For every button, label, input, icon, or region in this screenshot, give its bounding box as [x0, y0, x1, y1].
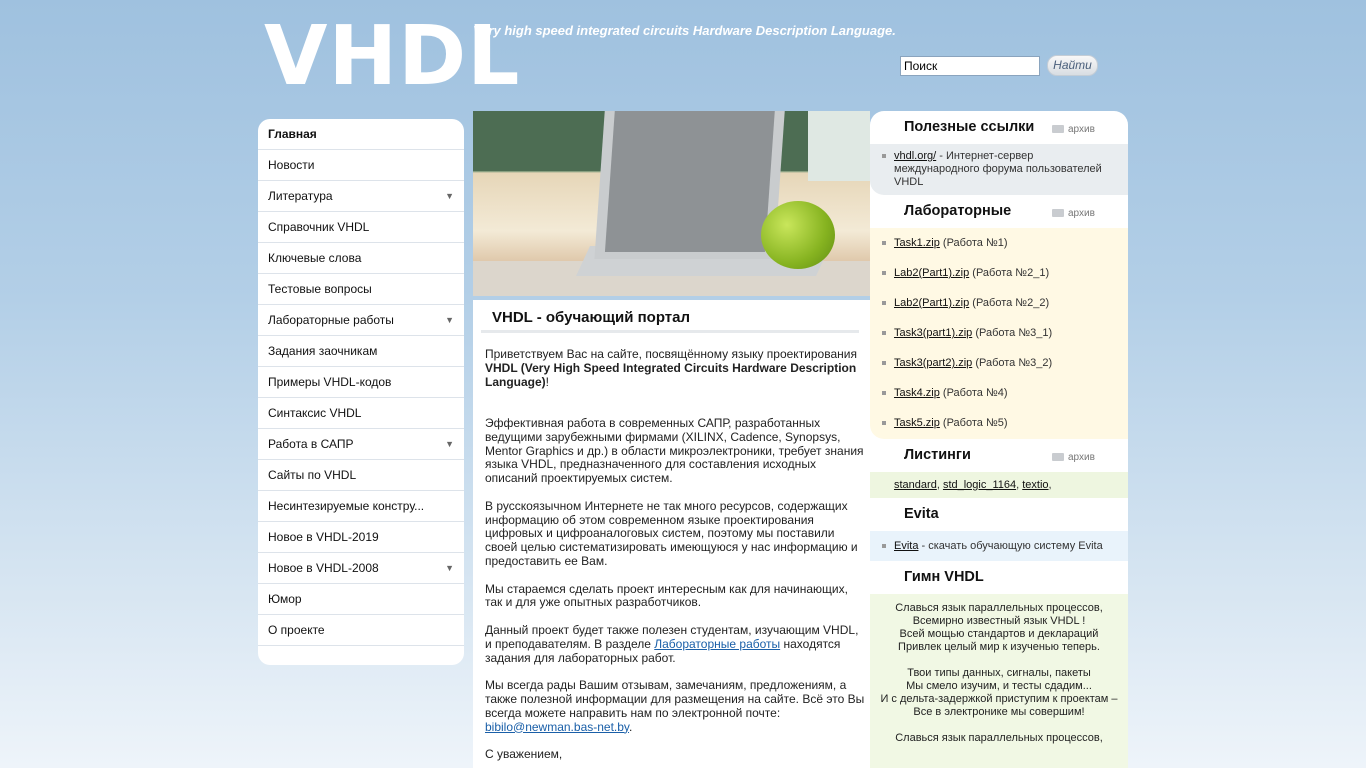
list-item [894, 382, 1120, 412]
nav-item-label: Новости [268, 158, 315, 172]
hymn-line: Славься язык параллельных процессов, [895, 602, 1103, 614]
search-input[interactable] [900, 56, 1040, 76]
archive-link[interactable] [1052, 113, 1095, 146]
right-sidebar [870, 111, 1128, 768]
main-content [473, 300, 870, 768]
nav-item-label: Несинтезируемые констру... [268, 499, 425, 513]
hymn-line: Всемирно известный язык VHDL ! [912, 615, 1086, 627]
useful-links-title: Полезные ссылки [904, 119, 1035, 135]
text-bold: VHDL (Very High Speed Integrated Circuits Hardware Description Language) [485, 360, 857, 389]
nav-item-label: Задания заочникам [268, 344, 378, 358]
nav-item-label: О проекте [268, 623, 325, 637]
nav-item-news[interactable] [258, 150, 464, 181]
hymn-title: Гимн VHDL [904, 569, 984, 585]
page-title: VHDL - обучающий портал [492, 309, 690, 326]
lab-description: (Работа №3_1) [975, 327, 1053, 339]
vhdl-org-link[interactable]: vhdl.org/ [894, 150, 937, 162]
listing-link[interactable]: textio [1022, 479, 1049, 491]
nav-item-reference[interactable] [258, 212, 464, 243]
lab-file-link[interactable]: Task5.zip [894, 417, 940, 429]
lab-file-link[interactable]: Lab2(Part1).zip [894, 297, 970, 309]
apple-shape [761, 201, 835, 269]
hymn-stanza [876, 602, 1122, 654]
lab-description: (Работа №2_1) [972, 267, 1050, 279]
bullet-icon [882, 301, 886, 305]
hymn-stanza [876, 732, 1122, 745]
list-item [894, 322, 1120, 352]
list-item [894, 292, 1120, 322]
list-item [894, 232, 1120, 262]
paragraph [485, 679, 865, 734]
hymn-line: Мы смело изучим, и тесты сдадим... [906, 680, 1092, 692]
archive-label: архив [1068, 124, 1095, 135]
nav-item-label: Сайты по VHDL [268, 468, 357, 482]
nav-item-about[interactable] [258, 615, 464, 646]
hymn-header [870, 561, 1128, 594]
bullet-icon [882, 331, 886, 335]
bullet-icon [882, 421, 886, 425]
nav-item-home[interactable] [258, 119, 464, 150]
archive-label: архив [1068, 208, 1095, 219]
text-span: ! [545, 374, 550, 389]
text-span: Мы всегда рады Вашим отзывам, замечаниям, предложениям, а также полезной информации для размещения на сайте. Всё это Вы всегда можете направить нам по электронной почте: [485, 678, 865, 720]
lab-file-link[interactable]: Task3(part1).zip [894, 327, 973, 339]
site-logo[interactable]: VHDL [264, 9, 521, 104]
nav-item-label: Тестовые вопросы [268, 282, 372, 296]
lab-description: (Работа №1) [942, 237, 1008, 249]
link-description: - Интернет-сервер международного форума пользователей VHDL [894, 150, 1102, 188]
lab-file-link[interactable]: Task4.zip [894, 387, 940, 399]
paragraph: Мы стараемся сделать проект интересным как для начинающих, так и для уже опытных разработчиков. [485, 581, 848, 610]
nav-item-code-examples[interactable] [258, 367, 464, 398]
triangle-down-icon: ▼ [445, 563, 454, 573]
evita-body [870, 531, 1128, 561]
lab-description: (Работа №2_2) [972, 297, 1050, 309]
nav-item-label: Справочник VHDL [268, 220, 370, 234]
lab-file-link[interactable]: Task1.zip [894, 237, 940, 249]
closing-text: С уважением, [485, 747, 563, 762]
nav-item-nonsynth[interactable] [258, 491, 464, 522]
nav-item-vhdl-2008[interactable] [258, 553, 464, 584]
paragraph: В русскоязычном Интернете не так много ресурсов, содержащих информацию об этом современном языке проектирования цифровых и цифроаналоговых систем, поэтому мы поставили своей целью систематизировать имеющуюся у нас информацию и предоставить ее Вам. [485, 498, 858, 568]
search-button[interactable]: Найти [1047, 55, 1098, 76]
hero-image [473, 111, 870, 296]
bullet-icon [882, 154, 886, 158]
listing-link[interactable]: std_logic_1164 [942, 479, 1017, 491]
nav-item-label: Новое в VHDL-2019 [268, 530, 379, 544]
evita-link[interactable]: Evita [894, 540, 919, 552]
labs-title: Лабораторные [904, 203, 1012, 219]
folder-icon [1052, 125, 1064, 133]
nav-item-label: Лабораторные работы [268, 313, 394, 327]
email-link[interactable]: bibilo@newman.bas-net.by [485, 719, 630, 734]
hymn-line: И с дельта-задержкой приступим к проектам – [880, 693, 1118, 705]
nav-item-vhdl-sites[interactable] [258, 460, 464, 491]
hymn-line: Славься язык параллельных процессов, [895, 732, 1103, 744]
list-item [894, 412, 1120, 442]
nav-item-label: Литература [268, 189, 333, 203]
paragraph-intro [485, 348, 865, 389]
article-body [485, 348, 865, 768]
hymn-body [870, 594, 1128, 768]
lab-description: (Работа №3_2) [975, 357, 1053, 369]
archive-link[interactable] [1052, 197, 1095, 230]
nav-item-literature[interactable] [258, 181, 464, 212]
nav-item-distance-tasks[interactable] [258, 336, 464, 367]
triangle-down-icon: ▼ [445, 439, 454, 449]
archive-label: архив [1068, 452, 1095, 463]
bullet-icon [882, 241, 886, 245]
text-span: Данный проект будет также полезен студентам, изучающим VHDL, и преподавателям. В разделе [485, 622, 859, 651]
lab-file-link[interactable]: Lab2(Part1).zip [894, 267, 970, 279]
nav-item-label: Работа в САПР [268, 437, 354, 451]
archive-link[interactable] [1052, 441, 1095, 474]
bullet-icon [882, 544, 886, 548]
useful-links-body [870, 144, 1128, 195]
bullet-icon [882, 361, 886, 365]
nav-item-label: Главная [268, 127, 317, 141]
paragraph: Эффективная работа в современных САПР, разработанных ведущими зарубежными фирмами (XILINX, Cadence, Synopsys, Mentor Graphics и др.) в области микроэлектроники, требует знания языка VHDL, предназначенного для составления исходных описаний проектируемых систем. [485, 415, 864, 486]
nav-item-cad-work[interactable] [258, 429, 464, 460]
list-item [894, 352, 1120, 382]
text-span: . [629, 719, 633, 734]
nav-item-label: Ключевые слова [268, 251, 362, 265]
nav-item-keywords[interactable] [258, 243, 464, 274]
listings-body: standard, std_logic_1164, textio, [870, 472, 1128, 498]
listings-title: Листинги [904, 447, 971, 463]
nav-item-label: Новое в VHDL-2008 [268, 561, 379, 575]
text-span: находятся задания для лабораторных работ. [485, 636, 841, 665]
hymn-line: Твои типы данных, сигналы, пакеты [907, 667, 1091, 679]
labs-link[interactable]: Лабораторные работы [654, 636, 781, 651]
listings-header [870, 439, 1128, 472]
labs-header [870, 195, 1128, 228]
bullet-icon [882, 391, 886, 395]
lab-file-link[interactable]: Task3(part2).zip [894, 357, 973, 369]
evita-title: Evita [904, 506, 939, 522]
nav-item-syntax[interactable] [258, 398, 464, 429]
title-divider [481, 330, 859, 333]
nav-item-label: Синтаксис VHDL [268, 406, 362, 420]
nav-item-labs[interactable] [258, 305, 464, 336]
listing-link[interactable]: standard [894, 479, 937, 491]
hymn-line: Все в электронике мы совершим! [913, 706, 1085, 718]
labs-list [870, 228, 1128, 439]
site-tagline: Very high speed integrated circuits Hardware Description Language. [473, 23, 896, 38]
nav-item-label: Юмор [268, 592, 302, 606]
hymn-line: Всей мощью стандартов и деклараций [899, 628, 1099, 640]
nav-item-test-questions[interactable] [258, 274, 464, 305]
triangle-down-icon: ▼ [445, 191, 454, 201]
useful-links-header [870, 111, 1128, 144]
evita-description: - скачать обучающую систему Evita [918, 540, 1103, 552]
hymn-line: Привлек целый мир к изученью теперь. [898, 641, 1100, 653]
list-item [894, 262, 1120, 292]
sidebar-nav [258, 119, 464, 665]
text-span: Приветствуем Вас на сайте, посвящённому языку проектирования [485, 347, 857, 361]
laptop-screen [605, 111, 775, 252]
folder-icon [1052, 453, 1064, 461]
lab-description: (Работа №5) [942, 417, 1008, 429]
nav-item-humor[interactable] [258, 584, 464, 615]
folder-icon [1052, 209, 1064, 217]
nav-item-vhdl-2019[interactable] [258, 522, 464, 553]
triangle-down-icon: ▼ [445, 315, 454, 325]
window-shape [808, 111, 870, 181]
evita-header [870, 498, 1128, 531]
paragraph [485, 624, 865, 665]
bullet-icon [882, 271, 886, 275]
hymn-stanza [876, 667, 1122, 719]
lab-description: (Работа №4) [942, 387, 1008, 399]
nav-item-label: Примеры VHDL-кодов [268, 375, 392, 389]
